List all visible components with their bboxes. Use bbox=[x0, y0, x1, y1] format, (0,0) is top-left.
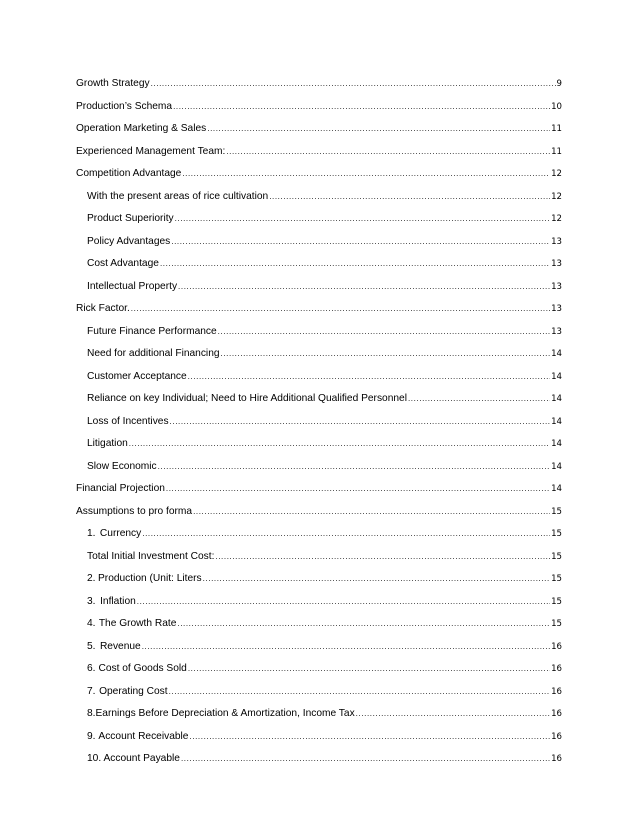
dot-leader bbox=[226, 141, 550, 164]
toc-entry-page: 15 bbox=[551, 551, 562, 562]
table-of-contents bbox=[76, 73, 562, 771]
dot-leader bbox=[173, 96, 550, 119]
toc-entry-currency[interactable] bbox=[76, 523, 562, 546]
toc-entry-title: Reliance on key Individual; Need to Hire Additional Qualified Personnel bbox=[87, 393, 407, 404]
toc-entry-title: Product Superiority bbox=[87, 213, 174, 224]
toc-entry-title: Need for additional Financing bbox=[87, 348, 220, 359]
toc-entry-title: Customer Acceptance bbox=[87, 370, 187, 382]
dot-leader bbox=[356, 703, 550, 726]
toc-entry-number: 6. bbox=[87, 663, 96, 674]
dot-leader bbox=[129, 433, 550, 456]
toc-entry-page: 14 bbox=[551, 416, 562, 427]
dot-leader bbox=[203, 568, 550, 591]
toc-entry-page: 14 bbox=[551, 484, 562, 494]
dot-leader bbox=[178, 276, 550, 299]
dot-leader bbox=[175, 208, 550, 231]
toc-entry-title: Total Initial Investment Cost: bbox=[87, 550, 215, 562]
dot-leader bbox=[160, 253, 550, 276]
dot-leader bbox=[218, 321, 550, 344]
toc-entry-page: 16 bbox=[551, 641, 562, 652]
dot-leader bbox=[182, 163, 550, 186]
toc-entry-title: Account Payable bbox=[103, 753, 180, 764]
toc-entry-title: Loss of Incentives bbox=[87, 415, 169, 427]
toc-entry-cost-of-goods-sold[interactable] bbox=[76, 658, 562, 681]
toc-entry-additional-financing[interactable] bbox=[76, 343, 562, 366]
toc-entry-page: 16 bbox=[551, 709, 562, 719]
dot-leader bbox=[142, 523, 550, 546]
toc-entry-operating-cost[interactable] bbox=[76, 681, 562, 704]
toc-entry-title: Account Receivable bbox=[98, 730, 189, 742]
toc-entry-number: 5. bbox=[87, 640, 96, 652]
toc-entry-page: 10 bbox=[551, 101, 562, 112]
toc-entry-title: With the present areas of rice cultivation bbox=[87, 190, 269, 202]
toc-entry-title: Future Finance Performance bbox=[87, 325, 217, 337]
toc-entry-title: Financial Projection bbox=[76, 483, 165, 494]
toc-entry-title: Growth Strategy bbox=[76, 78, 150, 89]
dot-leader bbox=[215, 546, 550, 569]
toc-entry-assumptions-pro-forma[interactable] bbox=[76, 501, 562, 524]
toc-entry-intellectual-property[interactable] bbox=[76, 276, 562, 299]
toc-entry-inflation[interactable] bbox=[76, 591, 562, 614]
toc-entry-page: 16 bbox=[551, 754, 562, 764]
toc-entry-page: 11 bbox=[551, 146, 562, 157]
toc-entry-number: 7. bbox=[87, 685, 96, 697]
toc-entry-slow-economic[interactable] bbox=[76, 456, 562, 479]
toc-entry-page: 13 bbox=[551, 326, 562, 337]
dot-leader bbox=[207, 118, 550, 141]
toc-entry-page: 9 bbox=[556, 79, 562, 89]
dot-leader bbox=[408, 388, 550, 411]
toc-entry-page: 12 bbox=[551, 191, 562, 202]
toc-entry-page: 15 bbox=[551, 619, 562, 629]
toc-entry-page: 13 bbox=[551, 259, 562, 269]
toc-entry-title: Production’s Schema bbox=[76, 100, 173, 112]
toc-entry-financial-projection[interactable] bbox=[76, 478, 562, 501]
toc-entry-loss-of-incentives[interactable] bbox=[76, 411, 562, 434]
toc-entry-page: 13 bbox=[551, 281, 562, 292]
dot-leader bbox=[131, 298, 550, 321]
toc-entry-title: Slow Economic bbox=[87, 460, 157, 472]
toc-entry-number: 4. bbox=[87, 618, 96, 629]
dot-leader bbox=[189, 726, 550, 749]
toc-entry-page: 15 bbox=[551, 506, 562, 517]
toc-entry-page: 14 bbox=[551, 439, 562, 449]
toc-entry-title: Intellectual Property bbox=[87, 280, 178, 292]
toc-entry-page: 13 bbox=[551, 236, 562, 247]
dot-leader bbox=[193, 501, 550, 524]
toc-entry-title: The Growth Rate bbox=[98, 618, 177, 629]
dot-leader bbox=[166, 478, 550, 501]
toc-entry-litigation[interactable] bbox=[76, 433, 562, 456]
toc-entry-number: 8. bbox=[87, 708, 96, 719]
toc-entry-title: Revenue bbox=[99, 640, 141, 652]
toc-entry-number: 9. bbox=[87, 730, 96, 742]
toc-entry-competition-advantage[interactable] bbox=[76, 163, 562, 186]
dot-leader bbox=[137, 591, 550, 614]
toc-entry-growth-strategy[interactable] bbox=[76, 73, 562, 96]
dot-leader bbox=[151, 73, 556, 96]
toc-entry-policy-advantages[interactable] bbox=[76, 231, 562, 254]
dot-leader bbox=[171, 231, 550, 254]
toc-entry-revenue[interactable] bbox=[76, 636, 562, 659]
toc-entry-title: Operation Marketing & Sales bbox=[76, 123, 207, 134]
toc-entry-page: 14 bbox=[551, 461, 562, 472]
toc-entry-number: 3. bbox=[87, 595, 96, 607]
toc-entry-title: Competition Advantage bbox=[76, 168, 182, 179]
toc-entry-reliance-key-individual[interactable] bbox=[76, 388, 562, 411]
toc-entry-product-superiority[interactable] bbox=[76, 208, 562, 231]
toc-entry-page: 16 bbox=[551, 731, 562, 742]
toc-entry-page: 14 bbox=[551, 349, 562, 359]
dot-leader bbox=[142, 636, 550, 659]
toc-entry-account-receivable[interactable] bbox=[76, 726, 562, 749]
toc-entry-growth-rate[interactable] bbox=[76, 613, 562, 636]
dot-leader bbox=[221, 343, 551, 366]
toc-entry-title: Experienced Management Team: bbox=[76, 145, 226, 157]
dot-leader bbox=[181, 748, 550, 771]
toc-entry-rice-cultivation[interactable] bbox=[76, 186, 562, 209]
toc-entry-page: 13 bbox=[551, 304, 562, 314]
toc-entry-future-finance-performance[interactable] bbox=[76, 321, 562, 344]
toc-entry-rick-factor[interactable] bbox=[76, 298, 562, 321]
toc-entry-page: 15 bbox=[551, 596, 562, 607]
toc-entry-page: 12 bbox=[551, 214, 562, 224]
dot-leader bbox=[169, 681, 550, 704]
toc-entry-title: Operating Cost bbox=[99, 685, 168, 697]
toc-entry-title: Cost Advantage bbox=[87, 258, 159, 269]
toc-entry-earnings-before-depreciation[interactable] bbox=[76, 703, 562, 726]
toc-entry-title: Litigation bbox=[87, 438, 128, 449]
toc-entry-title: Assumptions to pro forma bbox=[76, 505, 193, 517]
dot-leader bbox=[269, 186, 550, 209]
toc-entry-operation-marketing-sales[interactable] bbox=[76, 118, 562, 141]
toc-entry-title: Earnings Before Depreciation & Amortization, Income Tax bbox=[95, 708, 355, 719]
toc-entry-customer-acceptance[interactable] bbox=[76, 366, 562, 389]
toc-entry-title: Rick Factor. bbox=[76, 303, 130, 314]
toc-entry-title: Production (Unit: Liters bbox=[98, 573, 202, 584]
toc-entry-number: 10. bbox=[87, 753, 102, 764]
toc-entry-page: 16 bbox=[551, 664, 562, 674]
toc-entry-title: Cost of Goods Sold bbox=[98, 663, 187, 674]
toc-entry-number: 1. bbox=[87, 528, 96, 539]
toc-entry-total-initial-investment[interactable] bbox=[76, 546, 562, 569]
dot-leader bbox=[170, 411, 551, 434]
toc-entry-management-team[interactable] bbox=[76, 141, 562, 164]
toc-entry-page: 14 bbox=[551, 394, 562, 404]
toc-entry-page: 16 bbox=[551, 686, 562, 697]
toc-entry-production-liters[interactable] bbox=[76, 568, 562, 591]
toc-entry-page: 14 bbox=[551, 371, 562, 382]
toc-entry-page: 11 bbox=[551, 124, 562, 134]
toc-entry-page: 15 bbox=[551, 574, 562, 584]
toc-entry-title: Inflation bbox=[100, 595, 136, 607]
dot-leader bbox=[177, 613, 550, 636]
toc-entry-title: Currency bbox=[99, 528, 142, 539]
toc-entry-page: 15 bbox=[551, 529, 562, 539]
toc-entry-productions-schema[interactable] bbox=[76, 96, 562, 119]
toc-entry-number: 2. bbox=[87, 573, 96, 584]
toc-entry-cost-advantage[interactable] bbox=[76, 253, 562, 276]
toc-entry-page: 12 bbox=[551, 169, 562, 179]
dot-leader bbox=[158, 456, 550, 479]
toc-entry-account-payable[interactable] bbox=[76, 748, 562, 771]
dot-leader bbox=[188, 658, 550, 681]
dot-leader bbox=[188, 366, 550, 389]
toc-entry-title: Policy Advantages bbox=[87, 235, 171, 247]
